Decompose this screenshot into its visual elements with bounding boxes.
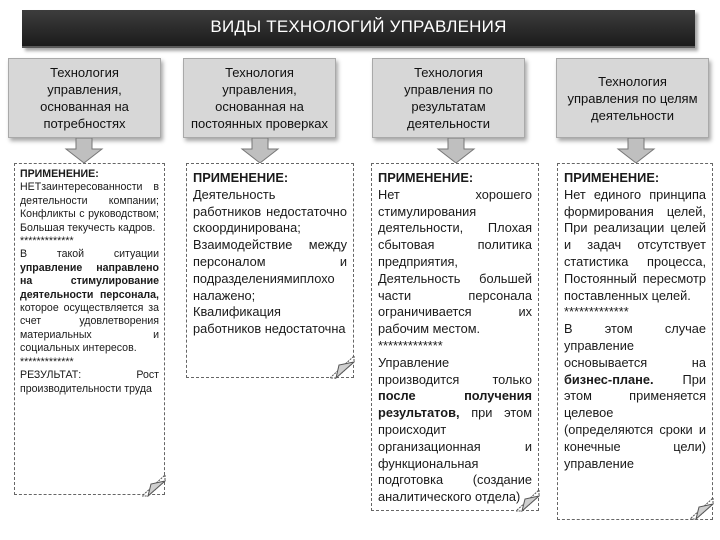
column-header-goals: Технология управления по целям деятельности — [556, 58, 709, 138]
problems-text: Нет хорошего стимулирования деятельности, Плохая сбытовая политика предприятия, Деятельность большей части персонала ограничивается их рабочим местом. — [378, 186, 532, 337]
down-arrow-icon — [436, 138, 476, 164]
separator: ************* — [564, 304, 629, 320]
column-header-checks: Технология управления, основанная на постоянных проверках — [183, 58, 336, 138]
column-header-results: Технология управления по результатам деятельности — [372, 58, 525, 138]
result-text: РЕЗУЛЬТАТ: Рост производительности труда — [20, 369, 159, 395]
list-item: Взаимодействие между персоналом и подразделениямиплохо налажено; — [193, 237, 347, 303]
folded-corner-icon — [516, 490, 540, 512]
problems-text: НЕТзаинтересованности в деятельности компании; Конфликты с руководством; Большая текучесть кадров. — [20, 181, 159, 234]
down-arrow-icon — [64, 138, 104, 164]
list-item: Деятельность работников недостаточно скоординирована; — [193, 186, 347, 236]
application-label: ПРИМЕНЕНИЕ: — [564, 170, 660, 185]
down-arrow-icon — [240, 138, 280, 164]
folded-corner-icon — [330, 356, 355, 379]
title-bar — [22, 10, 695, 48]
management-text: В этом случае управление основывается на бизнес-плане. При этом применяется целевое (определяются сроки и конечные цели) управление — [564, 321, 706, 471]
column-body-goals — [557, 163, 713, 520]
column-body-checks — [186, 163, 354, 378]
page-title: ВИДЫ ТЕХНОЛОГИЙ УПРАВЛЕНИЯ — [210, 17, 507, 36]
separator: ************* — [20, 355, 74, 368]
application-label: ПРИМЕНЕНИЕ: — [378, 170, 474, 185]
folded-corner-icon — [690, 498, 714, 520]
column-header-needs: Технология управления, основанная на потребностях — [8, 58, 161, 138]
management-text: Управление производится только после получения результатов, при этом происходит организационная и функциональная подготовка (создание аналитического отдела) — [378, 354, 532, 505]
application-label: ПРИМЕНЕНИЕ: — [193, 170, 289, 185]
list-item: Квалификация работников недостаточна — [193, 304, 346, 337]
problems-text: Нет единого принципа формирования целей, При реализации целей и задач отсутствует статистика процесса, Постоянный пересмотр поставленных целей. — [564, 186, 706, 303]
column-body-needs — [14, 163, 165, 495]
column-body-results — [371, 163, 539, 511]
separator: ************* — [20, 235, 74, 248]
separator: ************* — [378, 337, 443, 353]
application-label: ПРИМЕНЕНИЕ: — [20, 168, 99, 180]
folded-corner-icon — [142, 475, 166, 497]
down-arrow-icon — [616, 138, 656, 164]
situation-text: В такой ситуации управление направлено на стимулирование деятельности персонала, которое осуществляется за счет удовлетворения материальных и социальных интересов. — [20, 248, 159, 355]
